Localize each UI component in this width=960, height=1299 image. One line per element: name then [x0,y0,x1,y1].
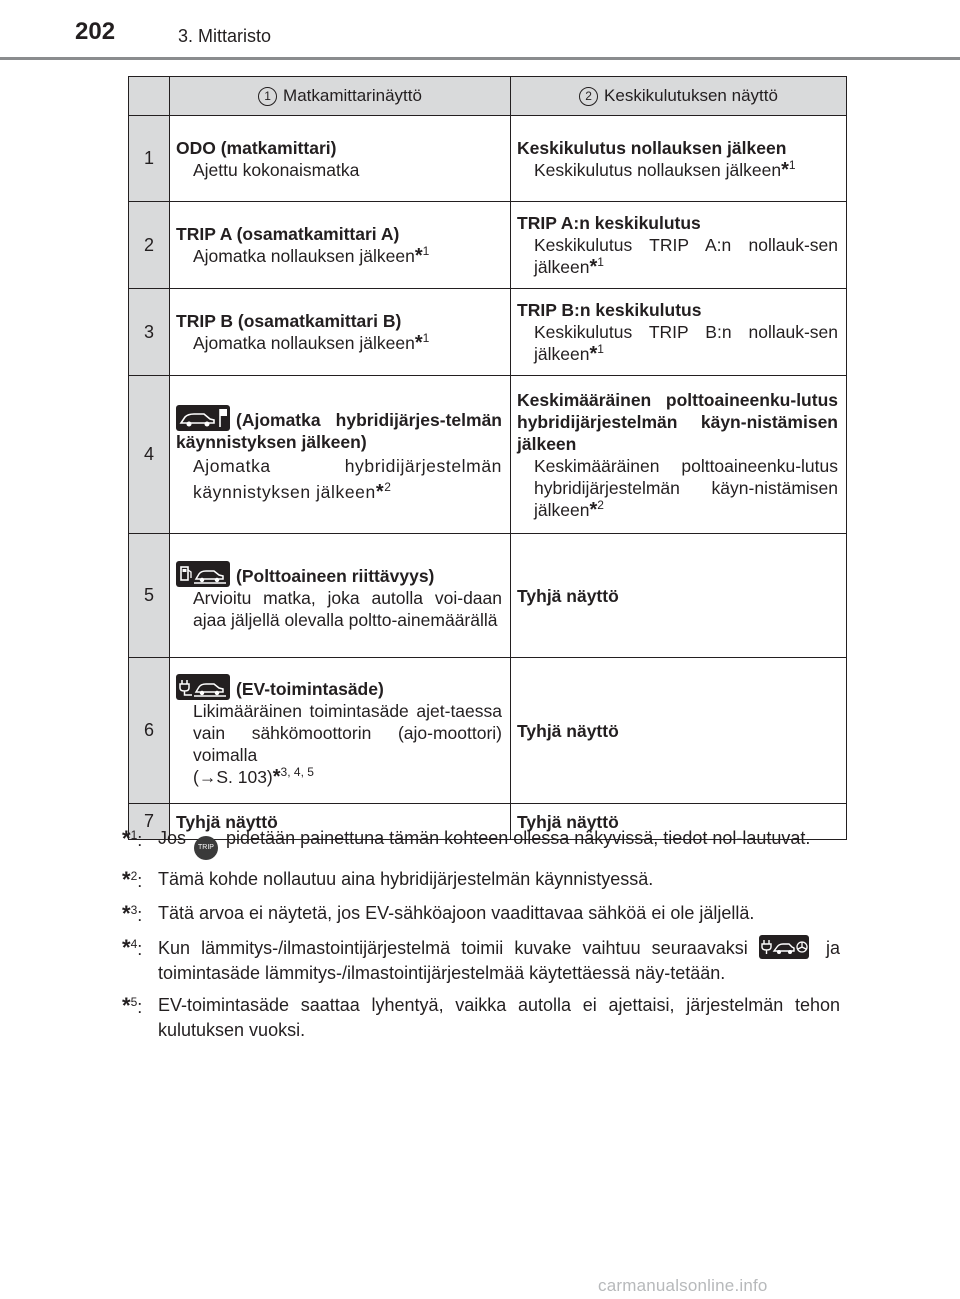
desc-text: Ajomatka hybridijärjestelmän käynnistyksen jälkeen [193,455,502,502]
row-number: 6 [129,658,170,804]
row-col2-desc: Keskikulutus nollauksen jälkeen*$^1$ [534,157,796,181]
text-after: ja toimintasäde lämmitys-/ilmastointijärjestelmää käytettäessä näy-tetään. [158,938,840,983]
row-col1-title [176,561,502,587]
footnote-text: EV-toimintasäde saattaa lyhentyä, vaikka autolla ei ajettaisi, järjestelmän tehon kulutuksen vuoksi. [158,995,840,1040]
desc-text: Keskikulutus nollauksen jälkeen [534,159,782,180]
row-number: 5 [129,534,170,658]
footnote-number: 2 [130,869,138,883]
row-col1-title: TRIP B (osamatkamittari B) [176,311,402,331]
desc-text: Ajomatka nollauksen jälkeen [193,246,415,266]
row-col1-ref: (→S. 103)*$^{3, 4, 5}$ [193,764,314,788]
row-col1 [170,116,511,202]
row-col1-title [176,674,502,700]
row-col1-desc: Likimääräinen toimintasäde ajet-taessa vain sähkömoottorin (ajo-moottori) voimalla [193,700,502,765]
footnote-ref: 1 [422,244,430,259]
footnote-text: Tämä kohde nollautuu aina hybridijärjestelmän käynnistyessä. [158,869,654,889]
row-col1-desc: Ajettu kokonaismatka [193,159,360,180]
footnote-3 [122,901,840,928]
row-col1-desc: Ajomatka nollauksen jälkeen*$^1$ [193,331,430,354]
desc-text: Keskikulutus TRIP B:n nollauk-sen jälkeen [534,322,838,364]
footnote-5 [122,993,840,1043]
footnote-number: 1 [130,828,138,842]
footnote-ref: 1 [597,255,604,270]
row-col1-desc: Ajomatka nollauksen jälkeen*$^1$ [193,244,430,267]
footnote-ref: 2 [384,479,392,494]
title-text: (EV-toimintasäde) [236,678,384,699]
col1-title: Matkamittarinäyttö [283,86,422,105]
row-col2-desc: Keskimääräinen polttoaineenku-lutus hybridijärjestelmän käyn-nistämisen jälkeen*$^2$ [534,455,838,521]
ev-plug-car-icon [176,674,230,700]
row-col2-desc: Keskikulutus TRIP A:n nollauk-sen jälkeen*$^1$ [534,235,838,278]
footnote-ref: 2 [597,497,604,512]
row-col2 [511,289,847,376]
text-after: pidetään painettuna tämän kohteen ollessa näkyvissä, tiedot nol-lautuvat. [226,828,811,848]
desc-text: Keskikulutus TRIP A:n nollauk-sen jälkeen [534,235,838,277]
row-col2-title: Keskimääräinen polttoaineenku-lutus hybridijärjestelmän käyn-nistämisen jälkeen [517,389,838,454]
header-col1 [170,77,511,116]
watermark: carmanualsonline.info [598,1276,768,1295]
col2-marker: 2 [579,87,598,106]
display-table [128,76,847,840]
table-header-row [129,77,847,116]
row-number: 7 [129,804,170,840]
text-before: Kun lämmitys-/ilmastointijärjestelmä toimii kuvake vaihtuu seuraavaksi [158,938,748,958]
footnote-2 [122,867,840,894]
title-text: (Polttoaineen riittävyys) [236,565,435,586]
chapter-title: 3. Mittaristo [178,26,272,46]
fuel-pump-car-icon [176,561,230,587]
row-col2-empty: Tyhjä näyttö [511,534,847,658]
footnote-text [158,826,840,860]
row-col1 [170,376,511,534]
row-col1-title: ODO (matkamittari) [176,137,337,158]
footnote-mark: *$^2$: [122,867,143,892]
desc-text: Ajomatka nollauksen jälkeen [193,333,415,353]
footnote-text: Tätä arvoa ei näytetä, jos EV-sähköajoon vaadittavaa sähköä ei ole jäljellä. [158,903,755,923]
row-col2-empty: Tyhjä näyttö [511,658,847,804]
footnote-mark: *$^5$: [122,993,143,1018]
table-row [129,116,847,202]
car-flag-icon [176,405,230,431]
col2-title: Keskikulutuksen näyttö [604,86,778,105]
title-text: (Ajomatka hybridijärjes-telmän käynnistyksen jälkeen) [176,409,502,452]
text-before: Jos [158,828,187,848]
row-number: 4 [129,376,170,534]
row-col1 [170,289,511,376]
footnote-ref: 1 [597,342,604,357]
footnote-text [158,935,840,986]
table-row [129,289,847,376]
row-col1 [170,202,511,289]
footnote-ref: 1 [788,157,796,172]
row-col1 [170,658,511,804]
footnote-number: 4 [130,937,138,951]
page-header [0,0,960,60]
footnote-4 [122,935,840,986]
table-row [129,658,847,804]
row-col1-title: TRIP A (osamatkamittari A) [176,224,400,244]
footnote-number: 3 [130,903,138,917]
row-col2-empty: Tyhjä näyttö [511,804,847,840]
row-col1-desc: Arvioitu matka, joka autolla voi-daan ajaa jäljellä olevalla poltto-ainemäärällä [193,587,502,630]
row-col2-title: Keskikulutus nollauksen jälkeen [517,137,787,158]
footnote-mark: *$^4$: [122,935,143,960]
ev-car-fan-icon [759,935,809,959]
row-col1-title [176,405,502,453]
footnote-ref: 3, 4, 5 [280,764,314,779]
row-number: 2 [129,202,170,289]
row-col2-title: TRIP A:n keskikulutus [517,213,701,233]
trip-button-icon: TRIP [194,836,218,860]
footnote-mark: *$^1$: [122,826,143,851]
row-col1-desc: Ajomatka hybridijärjestelmän käynnistyksen jälkeen*$^2$ [193,455,502,503]
footnote-mark: *$^3$: [122,901,143,926]
desc-text: Keskimääräinen polttoaineenku-lutus hybridijärjestelmän käyn-nistämisen jälkeen [534,455,838,520]
row-number: 3 [129,289,170,376]
row-col2 [511,116,847,202]
header-blank-cell [129,77,170,116]
row-number: 1 [129,116,170,202]
row-col2-title: TRIP B:n keskikulutus [517,300,702,320]
footnote-number: 5 [130,995,138,1009]
header-col2 [511,77,847,116]
row-col2-desc: Keskikulutus TRIP B:n nollauk-sen jälkeen*$^1$ [534,322,838,365]
footnote-1 [122,826,840,860]
table-row [129,534,847,658]
row-col2 [511,202,847,289]
footnote-ref: 1 [422,331,430,346]
header-divider [0,57,960,60]
row-col1 [170,534,511,658]
row-col1-empty: Tyhjä näyttö [170,804,511,840]
table-row [129,376,847,534]
footnotes [122,826,840,1050]
col1-marker: 1 [258,87,277,106]
table-row [129,202,847,289]
page-ref-link: (→S. 103) [193,766,273,787]
page-number: 202 [75,18,116,45]
row-col2 [511,376,847,534]
